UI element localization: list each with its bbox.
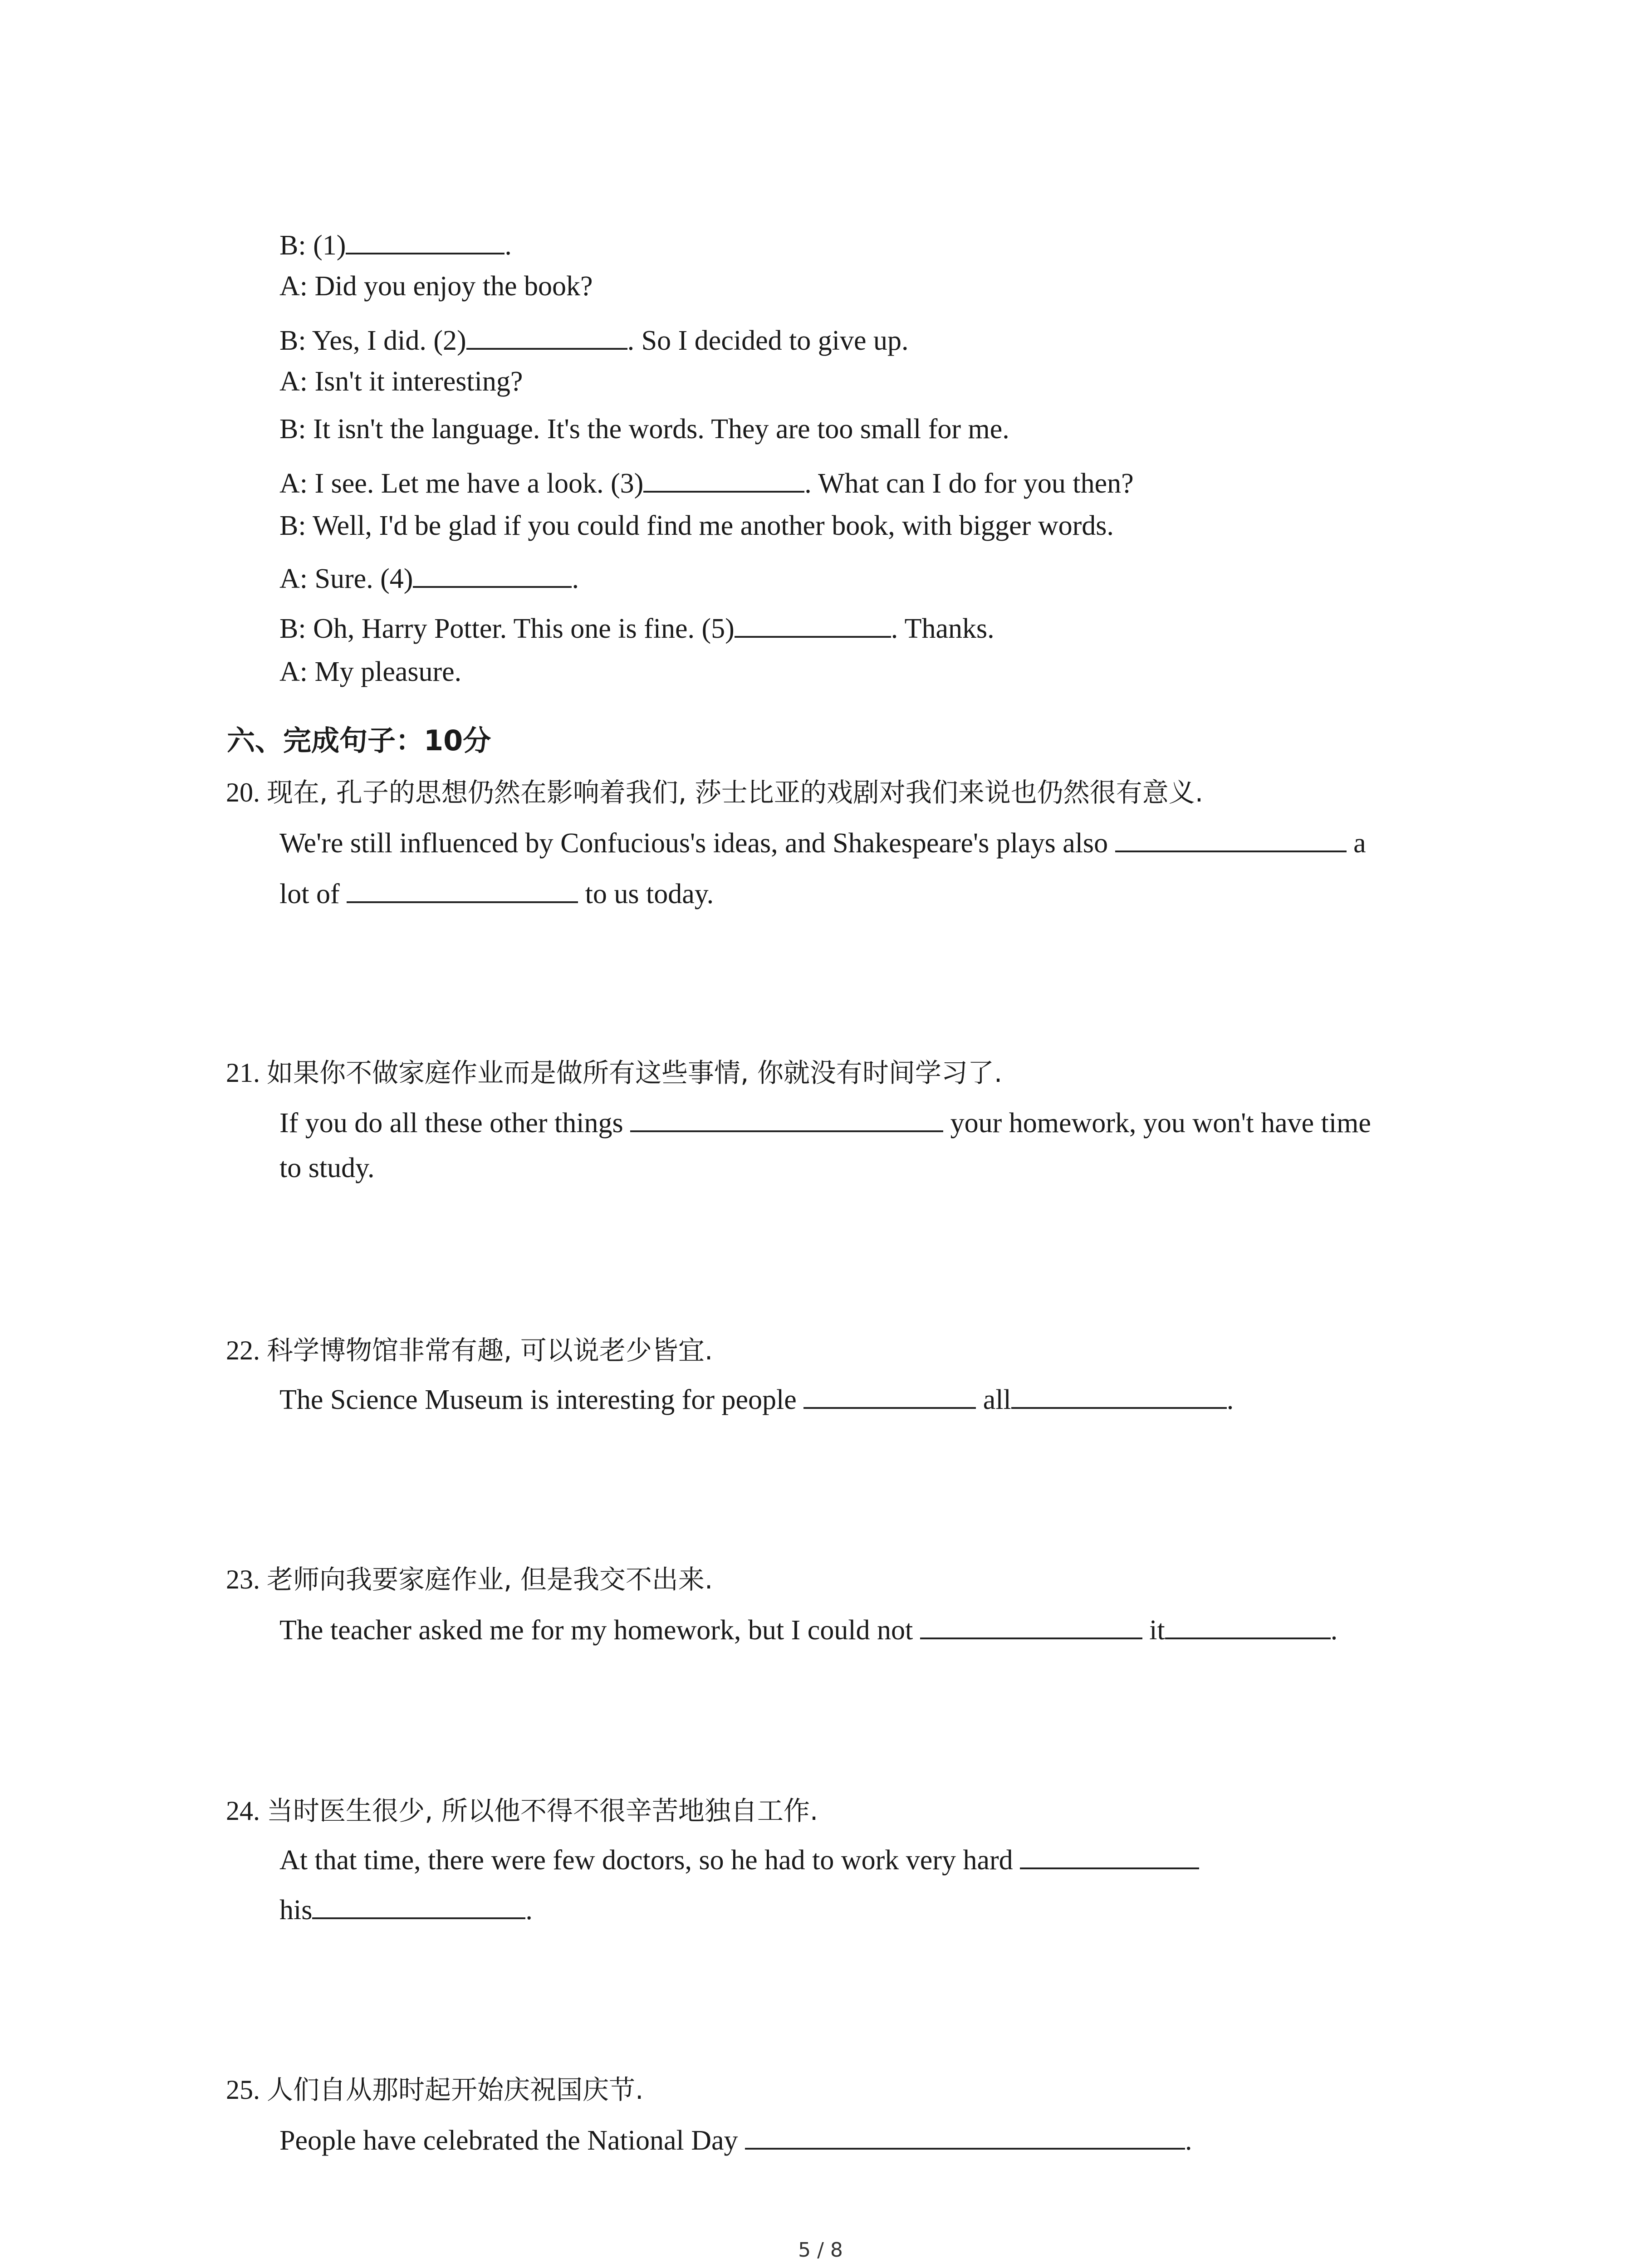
answer-blank-2[interactable]	[466, 322, 627, 350]
question-24-prompt: 24. 当时医生很少, 所以他不得不很辛苦地独自工作.	[226, 1795, 818, 1826]
answer-blank-5[interactable]	[735, 610, 891, 638]
question-23-line-1: The teacher asked me for my homework, but I could not it .	[279, 1612, 1337, 1647]
question-25-line-1: People have celebrated the National Day .	[279, 2122, 1192, 2157]
question-21-prompt: 21. 如果你不做家庭作业而是做所有这些事情, 你就没有时间学习了.	[226, 1057, 1003, 1088]
q24-blank-1[interactable]	[1020, 1842, 1199, 1869]
q21-blank-1[interactable]	[630, 1105, 943, 1132]
q23-blank-2[interactable]	[1165, 1612, 1331, 1639]
question-23-prompt: 23. 老师向我要家庭作业, 但是我交不出来.	[226, 1564, 713, 1595]
answer-blank-3[interactable]	[643, 465, 804, 493]
question-20-line-2: lot of to us today.	[279, 875, 714, 910]
dialogue-line-1: B: (1) .	[279, 227, 512, 259]
question-22-prompt: 22. 科学博物馆非常有趣, 可以说老少皆宜.	[226, 1335, 713, 1366]
dialogue-line-9: B: Oh, Harry Potter. This one is fine. (5) . Thanks.	[279, 610, 994, 643]
section-heading: 六、完成句子：10分	[227, 724, 491, 757]
question-25-prompt: 25. 人们自从那时起开始庆祝国庆节.	[226, 2074, 644, 2105]
dialogue-line-5: B: It isn't the language. It's the words. They are too small for me.	[279, 414, 1009, 445]
answer-blank-1[interactable]	[346, 227, 505, 254]
question-21-line-1: If you do all these other things your homework, you won't have time	[279, 1105, 1371, 1139]
q24-blank-2[interactable]	[312, 1892, 525, 1919]
answer-blank-4[interactable]	[413, 560, 572, 588]
page-number: 5 / 8	[798, 2239, 843, 2262]
q22-blank-2[interactable]	[1011, 1381, 1227, 1409]
question-24-line-2: his .	[279, 1892, 533, 1926]
q20-blank-1[interactable]	[1115, 825, 1347, 852]
dialogue-line-8: A: Sure. (4) .	[279, 560, 579, 593]
question-24-line-1: At that time, there were few doctors, so he had to work very hard	[279, 1842, 1199, 1877]
q23-blank-1[interactable]	[920, 1612, 1142, 1639]
question-20-line-1: We're still influenced by Confucious's ideas, and Shakespeare's plays also a	[279, 825, 1366, 860]
question-20-prompt: 20. 现在, 孔子的思想仍然在影响着我们, 莎士比亚的戏剧对我们来说也仍然很有意义.	[226, 777, 1204, 808]
q20-blank-2[interactable]	[347, 875, 578, 903]
dialogue-line-10: A: My pleasure.	[279, 656, 462, 687]
dialogue-line-7: B: Well, I'd be glad if you could find me another book, with bigger words.	[279, 510, 1114, 541]
dialogue-line-4: A: Isn't it interesting?	[279, 366, 523, 397]
question-21-line-2: to study.	[279, 1153, 375, 1183]
question-22-line-1: The Science Museum is interesting for people all .	[279, 1381, 1234, 1416]
dialogue-line-2: A: Did you enjoy the book?	[279, 271, 593, 302]
q22-blank-1[interactable]	[803, 1381, 976, 1409]
dialogue-line-6: A: I see. Let me have a look. (3) . What can I do for you then?	[279, 465, 1134, 498]
dialogue-line-3: B: Yes, I did. (2) . So I decided to give up.	[279, 322, 909, 355]
q25-blank-1[interactable]	[745, 2122, 1185, 2150]
